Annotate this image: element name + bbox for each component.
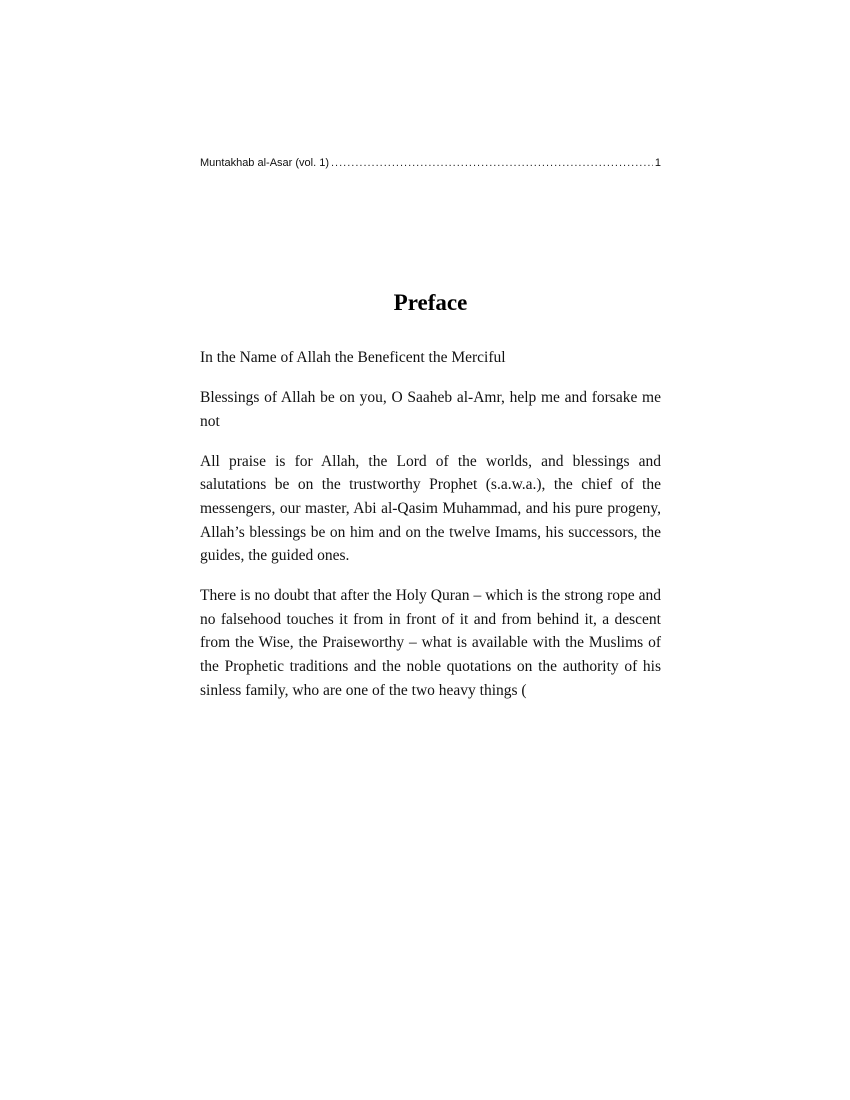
paragraph-traditions: There is no doubt that after the Holy Quran – which is the strong rope and no falsehood touches it from in front of it and from behind it, a descent from the Wise, the Praiseworthy – what is available with the Muslims of the Prophetic traditions and the noble quotations on the authority of his sinless family, who are one of the two heavy things ( bbox=[200, 587, 661, 699]
running-header bbox=[200, 157, 661, 169]
dot-leader bbox=[331, 157, 653, 169]
chapter-title: Preface bbox=[393, 290, 468, 315]
paragraph-bismillah: In the Name of Allah the Beneficent the Merciful bbox=[200, 349, 506, 366]
body-text bbox=[200, 346, 661, 719]
page-number: 1 bbox=[654, 157, 661, 169]
paragraph-salutation: Blessings of Allah be on you, O Saaheb al-Amr, help me and forsake me not bbox=[200, 389, 661, 430]
paragraph-praise: All praise is for Allah, the Lord of the worlds, and blessings and salutations be on the trustworthy Prophet (s.a.w.a.), the chief of the messengers, our master, Abi al-Qasim Muhammad, and his pure progeny, Allah’s blessings be on him and on the twelve Imams, his successors, the guides, the guided ones. bbox=[200, 452, 661, 565]
running-header-title: Muntakhab al-Asar (vol. 1) bbox=[200, 157, 329, 169]
